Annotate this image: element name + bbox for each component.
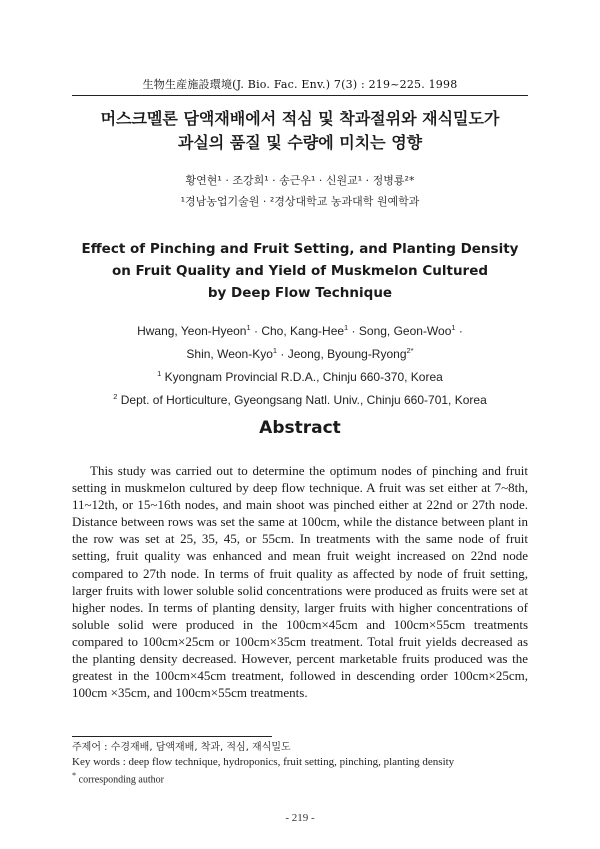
korean-author-names: 황연현¹ · 조강희¹ · 송근우¹ · 신원교¹ · 정병룡²* — [185, 174, 415, 187]
english-affiliation-1 — [40, 364, 560, 387]
english-author-line-1 — [40, 318, 560, 341]
english-title-line-3: by Deep Flow Technique — [207, 285, 393, 301]
page-number: - 219 - — [285, 812, 315, 824]
english-title — [40, 238, 560, 304]
author-separator: · — [455, 324, 463, 338]
footnote-divider — [72, 736, 272, 737]
author-name: Shin, Weon-Kyo — [186, 347, 273, 361]
author-name: Song, Geon-Woo — [358, 324, 452, 338]
abstract-heading: Abstract — [259, 418, 341, 438]
korean-title-line-1: 머스크멜론 담액재배에서 적심 및 착과절위와 재식밀도가 — [100, 109, 500, 128]
english-authors — [40, 318, 560, 410]
korean-title — [40, 107, 560, 155]
corresponding-text: corresponding author — [76, 774, 164, 786]
author-separator: · — [250, 324, 262, 338]
author-affiliation-mark: 1 — [272, 346, 278, 355]
affiliation-mark: 1 — [157, 369, 162, 378]
author-affiliation-mark: 2* — [406, 346, 414, 355]
english-keywords: Key words : deep flow technique, hydroponics, fruit setting, pinching, planting density — [72, 756, 455, 768]
corresponding-mark: * — [72, 771, 77, 780]
korean-affiliations: ¹경남농업기술원 · ²경상대학교 농과대학 원예학과 — [180, 195, 420, 208]
english-title-line-1: Effect of Pinching and Fruit Setting, and Planting Density — [81, 241, 519, 257]
author-affiliation-mark: 1 — [344, 323, 349, 332]
english-affiliation-2 — [40, 387, 560, 410]
affiliation-mark: 2 — [113, 392, 118, 401]
author-separator: · — [348, 324, 359, 338]
affiliation-text: Dept. of Horticulture, Gyeongsang Natl. Univ., Chinju 660-701, Korea — [120, 393, 487, 407]
korean-authors — [40, 170, 560, 212]
journal-header: 生物生産施設環境(J. Bio. Fac. Env.) 7(3) : 219~225. 1998 — [72, 76, 528, 96]
author-name: Hwang, Yeon-Hyeon — [137, 324, 247, 338]
abstract-body: This study was carried out to determine the optimum nodes of pinching and fruit setting in muskmelon cultured by deep flow technique. A fruit was set either at 7~8th, 11~12th, or 15~16th nodes, and main shoot was pinched either at 22nd or 27th node. Distance between rows was set the same at 100cm, while the distance between plant in the row was set at 25, 35, 45, or 55cm. In treatments with the same node of fruit setting, fruit quality was enhanced and mean fruit weight increased on 22nd node compared to 27th node. In terms of fruit quality as affected by node of fruit setting, larger fruits with lower soluble solid concentrations were produced as fruits were set at higher nodes. In terms of planting density, larger fruits with higher concentrations of soluble solid were produced in the 100cm×45cm and 100cm×55cm treatments compared to 100cm×25cm or 100cm×35cm treatment. Total fruit yields decreased as the planting density decreased. However, percent marketable fruits produced was the greatest in the 100cm×45cm treatment, followed in descending order 100cm×25cm, 100cm ×35cm, and 100cm×55cm treatments. — [72, 463, 528, 701]
author-affiliation-mark: 1 — [246, 323, 251, 332]
footnotes — [72, 741, 540, 787]
english-title-line-2: on Fruit Quality and Yield of Muskmelon Cultured — [111, 263, 489, 279]
author-name: Cho, Kang-Hee — [261, 324, 345, 338]
korean-keywords: 주제어 : 수경재배, 담액재배, 착과, 적심, 재식밀도 — [72, 742, 291, 753]
korean-title-line-2: 과실의 품질 및 수량에 미치는 영향 — [177, 133, 423, 152]
corresponding-author-note — [72, 769, 540, 787]
english-author-line-2 — [40, 341, 560, 364]
author-name: Jeong, Byoung-Ryong — [287, 347, 407, 361]
affiliation-text: Kyongnam Provincial R.D.A., Chinju 660-370, Korea — [164, 370, 443, 384]
author-separator: · — [277, 347, 288, 361]
author-affiliation-mark: 1 — [451, 323, 456, 332]
